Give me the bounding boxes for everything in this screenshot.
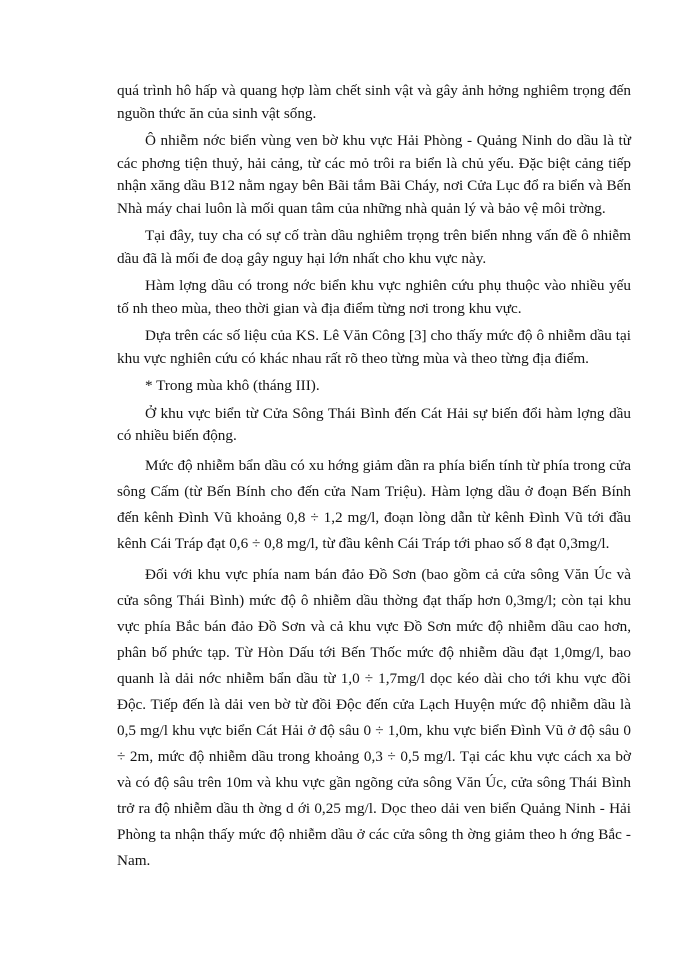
paragraph-3: Tại đây, tuy cha có sự cố tràn dầu nghiêm trọng trên biển nhng vấn đề ô nhiễm dầu đã là mối đe doạ gây nguy hại lớn nhất cho khu vực này. — [117, 227, 631, 267]
paragraph-1: quá trình hô hấp và quang hợp làm chết sinh vật và gây ảnh hởng nghiêm trọng đến nguồn thức ăn của sinh vật sống. — [117, 82, 631, 122]
paragraph-2: Ô nhiễm nớc biển vùng ven bờ khu vực Hải Phòng - Quảng Ninh do dầu là từ các phơng tiện thuỷ, hải cảng, từ các mỏ trôi ra biển là chủ yếu. Đặc biệt cảng tiếp nhận xăng dầu B12 nằm ngay bên Bãi tắm Bãi Cháy, nơi Cửa Lục đổ ra biển và Bến Nhà máy chai luôn là mối quan tâm của những nhà quản lý và bảo vệ môi trờng. — [117, 132, 631, 217]
paragraph-8: Mức độ nhiễm bẩn dầu có xu hớng giảm dần ra phía biển tính từ phía trong cửa sông Cấm (từ Bến Bính cho đến cửa Nam Triệu). Hàm lợng dầu ở đoạn Bến Bính đến kênh Đình Vũ khoảng 0,8 ÷ 1,2 mg/l, đoạn lòng dẫn từ kênh Đình Vũ tới đầu kênh Cái Tráp đạt 0,6 ÷ 0,8 mg/l, từ đầu kênh Cái Tráp tới phao số 8 đạt 0,3mg/l. — [117, 456, 631, 552]
document-body — [117, 80, 631, 879]
paragraph-4: Hàm lợng dầu có trong nớc biển khu vực nghiên cứu phụ thuộc vào nhiều yếu tố nh theo mùa, theo thời gian và địa điểm từng nơi trong khu vực. — [117, 277, 631, 317]
paragraph-6: * Trong mùa khô (tháng III). — [145, 377, 320, 394]
paragraph-5: Dựa trên các số liệu của KS. Lê Văn Công [3] cho thấy mức độ ô nhiễm dầu tại khu vực nghiên cứu có khác nhau rất rõ theo từng mùa và theo từng địa điểm. — [117, 327, 631, 367]
paragraph-7: Ở khu vực biển từ Cửa Sông Thái Bình đến Cát Hải sự biến đổi hàm lợng dầu có nhiều biến động. — [117, 404, 631, 444]
paragraph-9: Đối với khu vực phía nam bán đảo Đồ Sơn (bao gồm cả cửa sông Văn Úc và cửa sông Thái Bình) mức độ ô nhiễm dầu thờng đạt thấp hơn 0,3mg/l; còn tại khu vực phía Bắc bán đảo Đồ Sơn và cả khu vực Đồ Sơn mức độ nhiễm dầu cao hơn, phân bố phức tạp. Từ Hòn Dấu tới Bến Thốc mức độ nhiễm dầu đạt 1,0mg/l, bao quanh là dải nớc nhiễm bẩn dầu từ 1,0 ÷ 1,7mg/l dọc kéo dài cho tới khu vực đồi Độc. Tiếp đến là dải ven bờ từ đồi Độc đến cửa Lạch Huyện mức độ nhiễm dầu là 0,5 mg/l khu vực biển Cát Hải ở độ sâu 0 ÷ 1,0m, khu vực biển Đình Vũ ở độ sâu 0 ÷ 2m, mức độ nhiễm dầu trong khoảng 0,3 ÷ 0,5 mg/l. Tại các khu vực cách xa bờ và có độ sâu trên 10m và khu vực gần ngõng cửa sông Văn Úc, cửa sông Thái Bình trở ra độ nhiễm dầu th ờng d ới 0,25 mg/l. Dọc theo dải ven biển Quảng Ninh - Hải Phòng ta nhận thấy mức độ nhiễm dầu ở các cửa sông th ờng giảm theo h ớng Bắc - Nam. — [117, 565, 631, 869]
